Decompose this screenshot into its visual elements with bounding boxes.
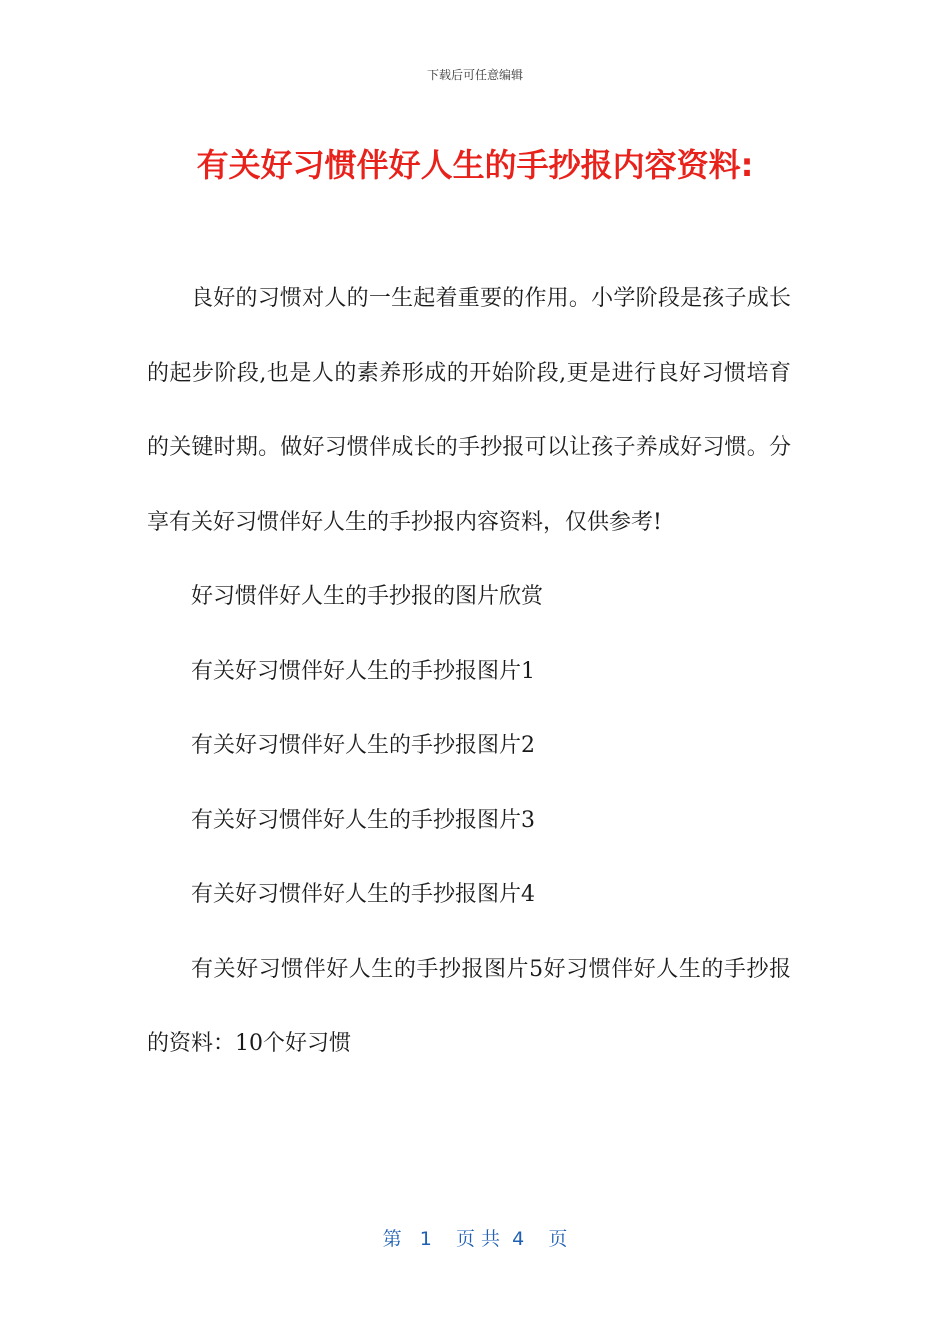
paragraph: 好习惯伴好人生的手抄报的图片欣赏	[191, 584, 544, 609]
paragraph: 有关好习惯伴好人生的手抄报图片5好习惯伴好人生的手抄报的资料：10个好习惯	[147, 956, 791, 1056]
paragraph: 有关好习惯伴好人生的手抄报图片3	[191, 807, 535, 833]
paragraph: 有关好习惯伴好人生的手抄报图片4	[191, 882, 535, 907]
header-note: 下载后可任意编辑	[426, 68, 523, 82]
page-number-footer: 第 1 页 共 4 页	[382, 1228, 568, 1250]
document-title: 有关好习惯伴好人生的手抄报内容资料:	[196, 146, 754, 184]
paragraph: 有关好习惯伴好人生的手抄报图片2	[191, 733, 535, 758]
paragraph: 有关好习惯伴好人生的手抄报图片1	[191, 658, 535, 684]
document-body	[147, 262, 791, 1082]
intro-paragraph: 良好的习惯对人的一生起着重要的作用。小学阶段是孩子成长的起步阶段,也是人的素养形成的开始阶段,更是进行良好习惯培育的关键时期。做好习惯伴成长的手抄报可以让孩子养成好习惯。分享有关好习惯伴好人生的手抄报内容资料，仅供参考!	[147, 286, 791, 535]
